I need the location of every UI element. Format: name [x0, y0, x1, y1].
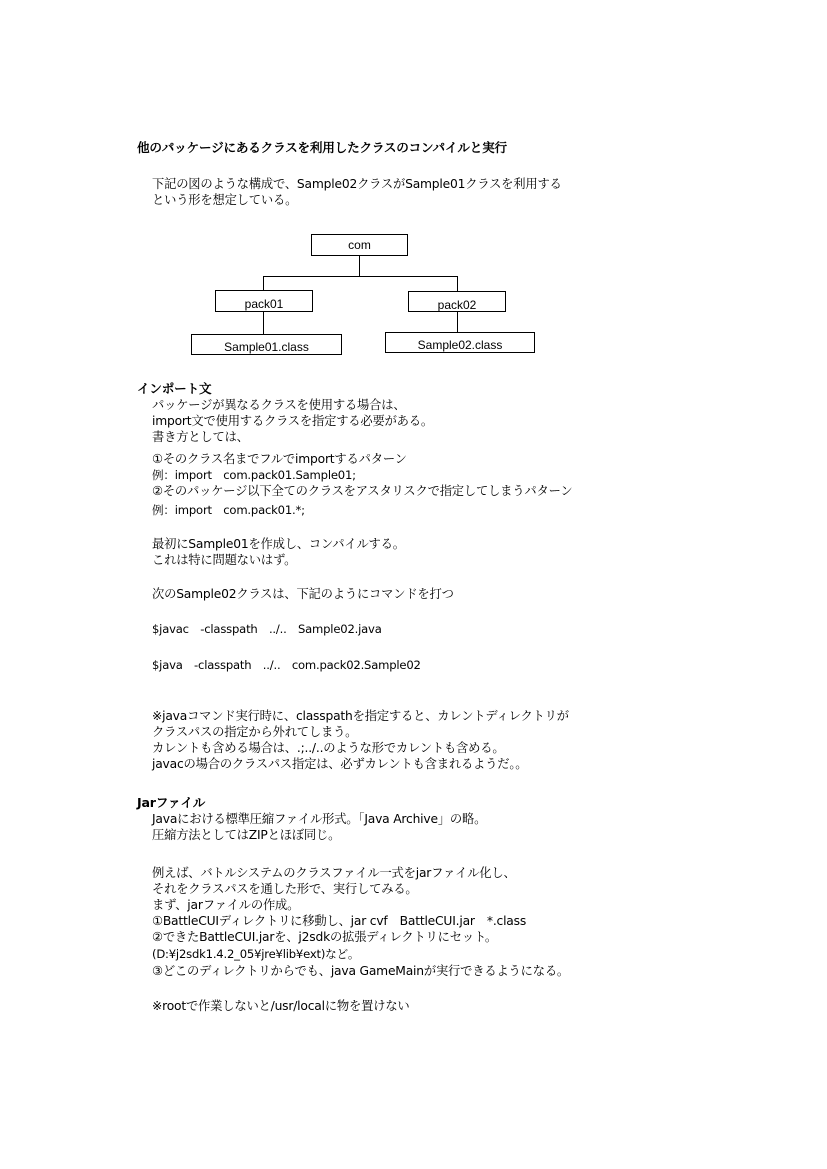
command-java: $java -classpath ../.. com.pack02.Sample02 [152, 658, 421, 672]
jar-step: ②できたBattleCUI.jarを、j2sdkの拡張ディレクトリにセット。 [152, 930, 498, 944]
diagram-node-pack02 [408, 291, 506, 312]
node-label: Sample02.class [417, 338, 503, 352]
diagram-node-sample01-class [191, 334, 342, 355]
connector [457, 276, 458, 291]
import-example: 例：import com.pack01.Sample01; [152, 468, 356, 482]
jar-step: ③どこのディレクトリからでも、java GameMainが実行できるようになる。 [152, 964, 570, 978]
compile-line: 最初にSample01を作成し、コンパイルする。 [152, 537, 405, 551]
connector [263, 276, 458, 277]
note-line: クラスパスの指定から外れてしまう。 [152, 725, 358, 739]
note-line: ※javaコマンド実行時に、classpathを指定すると、カレントディレクトリが [152, 709, 569, 723]
node-label: pack01 [244, 297, 284, 311]
import-line: ②そのパッケージ以下全てのクラスをアスタリスクで指定してしまうパターン [152, 484, 573, 498]
intro-line-2: という形を想定している。 [152, 193, 298, 207]
import-line: 書き方としては、 [152, 430, 249, 444]
section-heading-import: インポート文 [137, 381, 212, 396]
import-line: import文で使用するクラスを指定する必要がある。 [152, 414, 433, 428]
page-title: 他のパッケージにあるクラスを利用したクラスのコンパイルと実行 [137, 140, 507, 155]
node-label: pack02 [437, 298, 477, 312]
note-line: javacの場合のクラスパス指定は、必ずカレントも含まれるようだ。。 [152, 757, 528, 771]
jar-step: ①BattleCUIディレクトリに移動し、jar cvf BattleCUI.jar *.class [152, 914, 527, 928]
section-heading-jar: Jarファイル [137, 795, 206, 810]
command-javac: $javac -classpath ../.. Sample02.java [152, 622, 382, 636]
diagram-node-pack01 [215, 290, 313, 312]
jar-line: Javaにおける標準圧縮ファイル形式。「Java Archive」の略。 [152, 812, 487, 826]
node-label: com [348, 238, 371, 252]
connector [263, 312, 264, 334]
import-line: ①そのクラス名までフルでimportするパターン [152, 452, 407, 466]
command-intro: 次のSample02クラスは、下記のようにコマンドを打つ [152, 587, 454, 601]
intro-line-1: 下記の図のような構成で、Sample02クラスがSample01クラスを利用する [152, 177, 562, 191]
jar-step: (D:¥j2sdk1.4.2_05¥jre¥lib¥ext)など。 [152, 947, 360, 961]
connector [359, 256, 360, 277]
jar-step: それをクラスパスを通した形で、実行してみる。 [152, 882, 418, 896]
import-example: 例：import com.pack01.*; [152, 503, 305, 517]
connector [263, 276, 264, 291]
jar-note: ※rootで作業しないと/usr/localに物を置けない [152, 999, 410, 1013]
note-line: カレントも含める場合は、.;../..のような形でカレントも含める。 [152, 741, 505, 755]
jar-line: 圧縮方法としてはZIPとほぼ同じ。 [152, 828, 341, 842]
jar-step: まず、jarファイルの作成。 [152, 898, 300, 912]
compile-line: これは特に問題ないはず。 [152, 553, 297, 567]
jar-step: 例えば、バトルシステムのクラスファイル一式をjarファイル化し、 [152, 866, 516, 880]
diagram-node-sample02-class [385, 332, 535, 353]
import-line: パッケージが異なるクラスを使用する場合は、 [152, 398, 406, 412]
connector [457, 312, 458, 332]
node-label: Sample01.class [224, 340, 309, 354]
diagram-node-com [311, 234, 408, 256]
